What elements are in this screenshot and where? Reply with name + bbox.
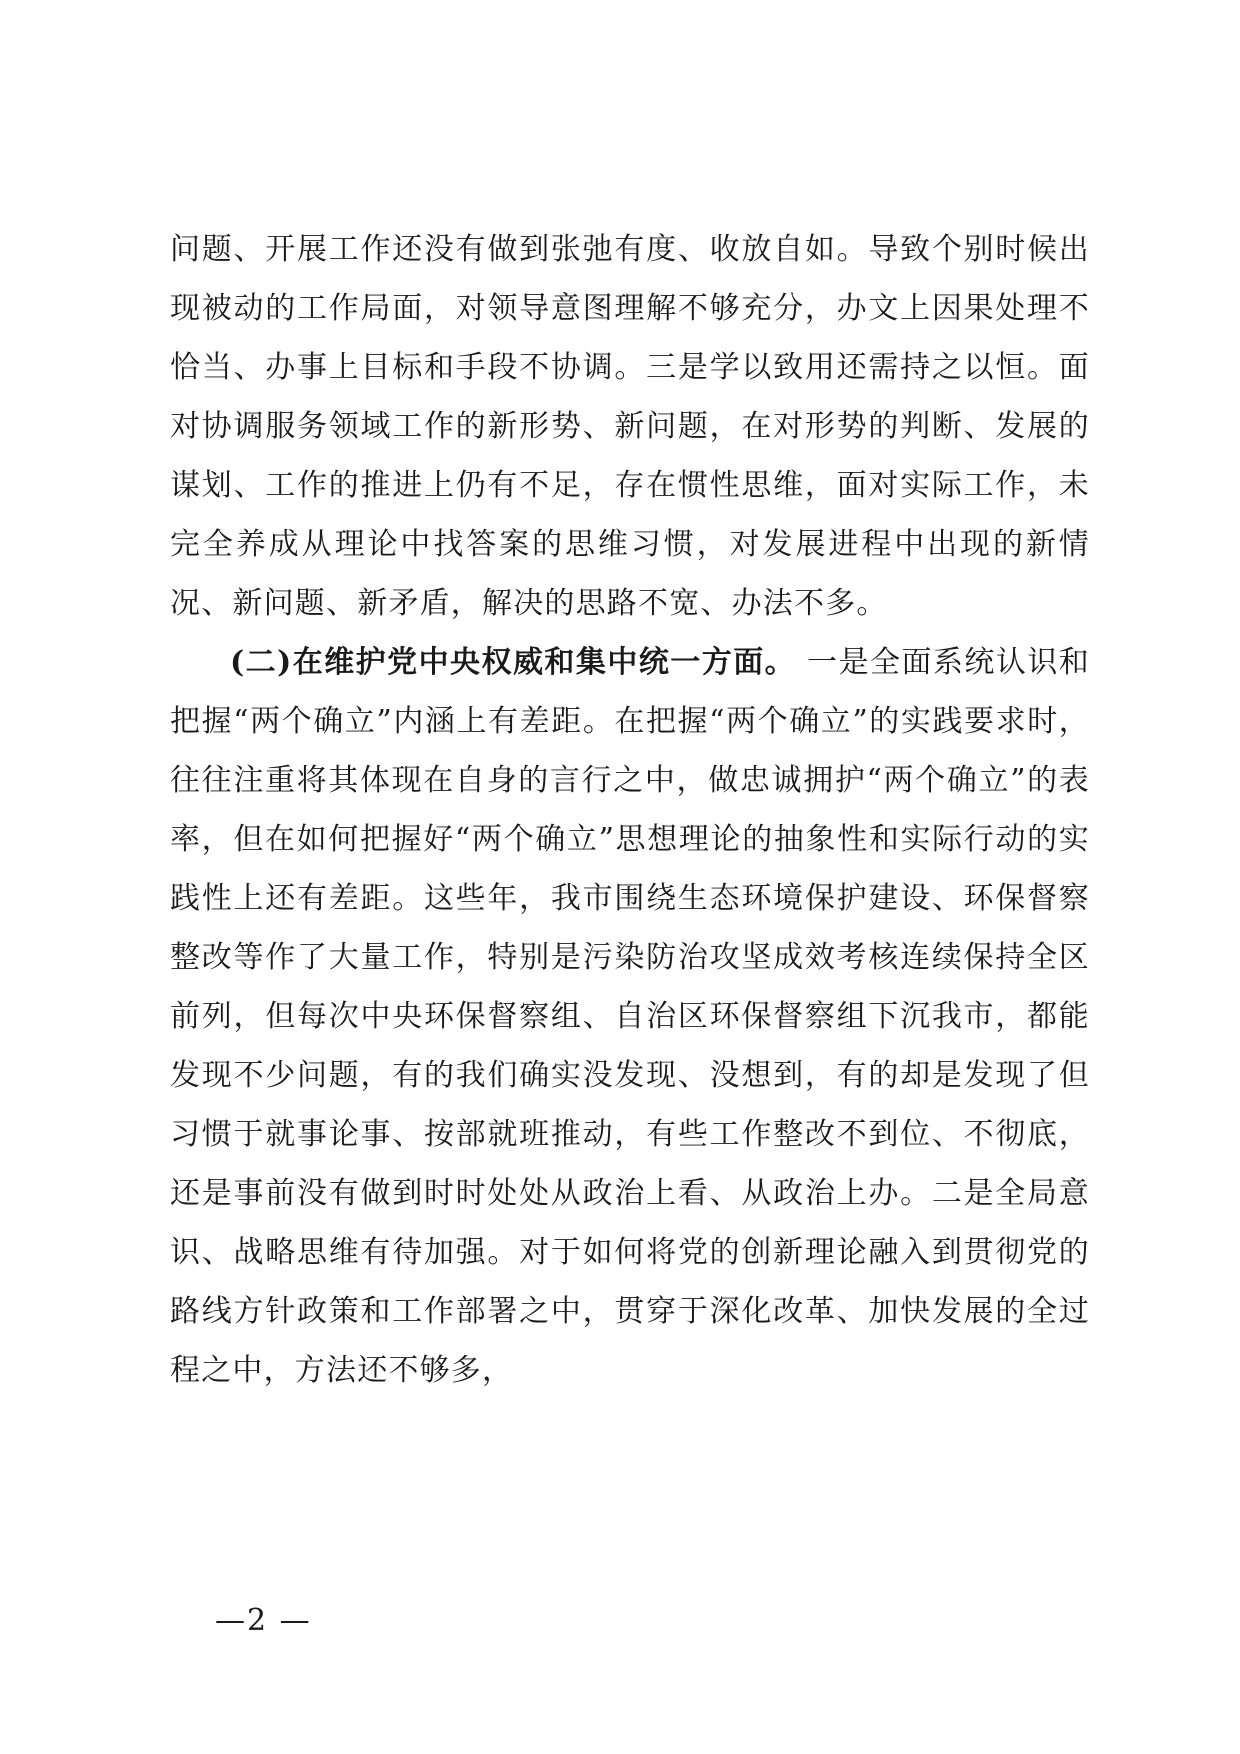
document-body [170, 220, 1090, 1400]
section-body: 一是全面系统认识和把握“两个确立”内涵上有差距。在把握“两个确立”的实践要求时，往往注重将其体现在自身的言行之中，做忠诚拥护“两个确立”的表率，但在如何把握好“两个确立”思想理论的抽象性和实际行动的实践性上还有差距。这些年，我市围绕生态环境保护建设、环保督察整改等作了大量工作，特别是污染防治攻坚成效考核连续保持全区前列，但每次中央环保督察组、自治区环保督察组下沉我市，都能发现不少问题，有的我们确实没发现、没想到，有的却是发现了但习惯于就事论事、按部就班推动，有些工作整改不到位、不彻底，还是事前没有做到时时处处从政治上看、从政治上办。二是全局意识、战略思维有待加强。对于如何将党的创新理论融入到贯彻党的路线方针政策和工作部署之中，贯穿于深化改革、加快发展的全过程之中，方法还不够多， [170, 645, 1090, 1388]
paragraph-continued: 问题、开展工作还没有做到张弛有度、收放自如。导致个别时候出现被动的工作局面，对领导意图理解不够充分，办文上因果处理不恰当、办事上目标和手段不协调。三是学以致用还需持之以恒。面对协调服务领域工作的新形势、新问题，在对形势的判断、发展的谋划、工作的推进上仍有不足，存在惯性思维，面对实际工作，未完全养成从理论中找答案的思维习惯，对发展进程中出现的新情况、新问题、新矛盾，解决的思路不宽、办法不多。 [170, 232, 1090, 621]
paragraph-section-two [170, 633, 1090, 1400]
page-number: —2 — [215, 1603, 312, 1638]
section-heading: (二)在维护党中央权威和集中统一方面。 [230, 645, 797, 680]
